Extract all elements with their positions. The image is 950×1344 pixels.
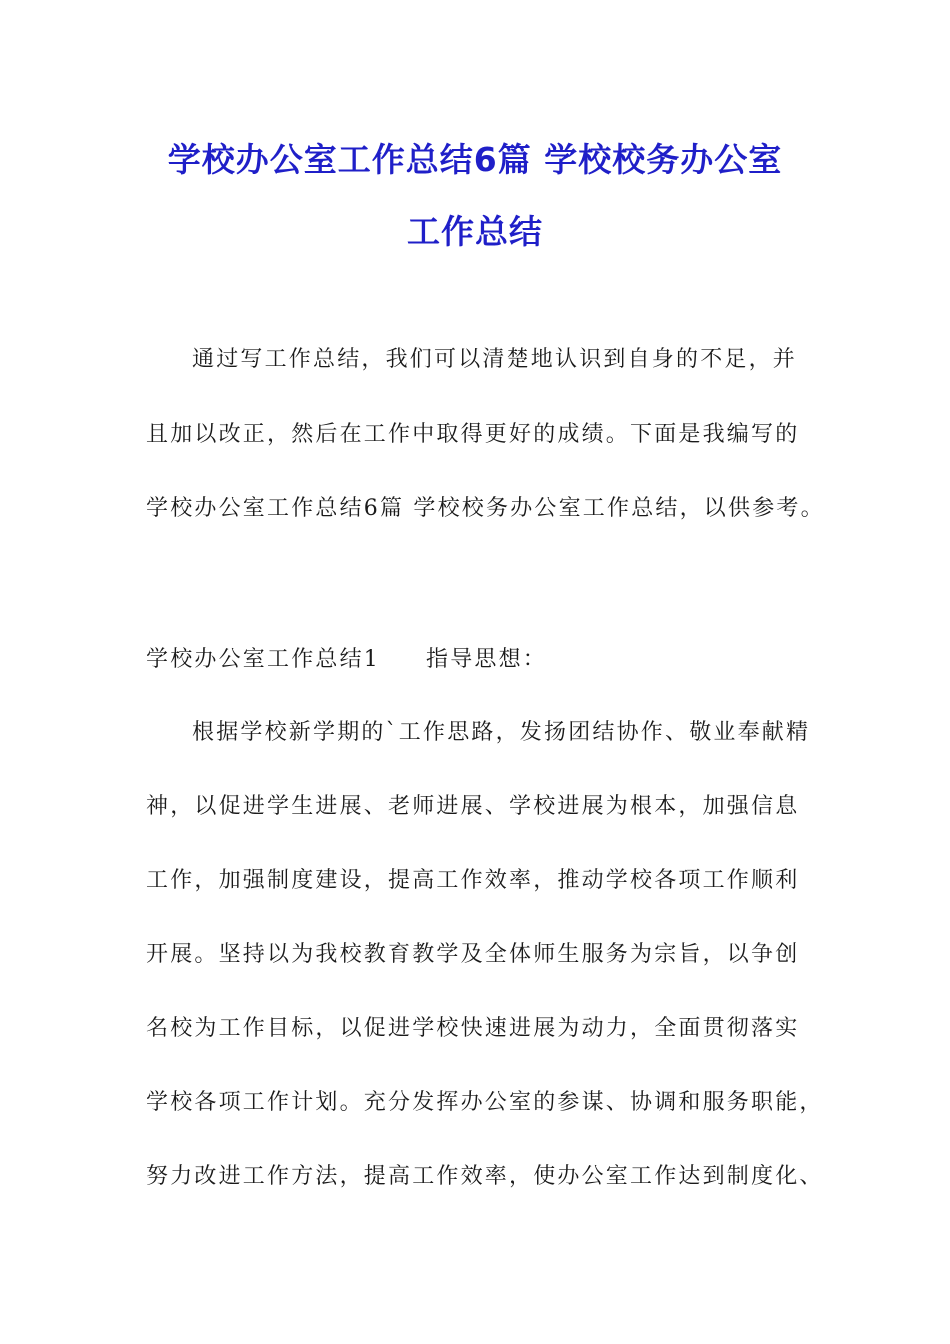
section-subheading: 指导思想： xyxy=(426,647,548,672)
section-heading xyxy=(146,645,806,675)
document-title-line-2: 工作总结 xyxy=(407,212,543,251)
intro-line-3: 学校办公室工作总结6篇 学校校务办公室工作总结，以供参考。 xyxy=(146,496,825,521)
body-line-6: 学校各项工作计划。充分发挥办公室的参谋、协调和服务职能， xyxy=(146,1090,824,1115)
intro-line-1: 通过写工作总结，我们可以清楚地认识到自身的不足，并 xyxy=(192,347,798,372)
body-line-2: 神，以促进学生进展、老师进展、学校进展为根本，加强信息 xyxy=(146,794,800,819)
body-line-7: 努力改进工作方法，提高工作效率，使办公室工作达到制度化、 xyxy=(146,1164,824,1189)
body-line-5: 名校为工作目标，以促进学校快速进展为动力，全面贯彻落实 xyxy=(146,1016,800,1041)
intro-line-2: 且加以改正，然后在工作中取得更好的成绩。下面是我编写的 xyxy=(146,422,800,447)
document-title-line-1: 学校办公室工作总结6篇 学校校务办公室 xyxy=(167,140,783,179)
body-line-4: 开展。坚持以为我校教育教学及全体师生服务为宗旨，以争创 xyxy=(146,942,800,967)
body-line-3: 工作，加强制度建设，提高工作效率，推动学校各项工作顺利 xyxy=(146,868,800,893)
section-heading-title: 学校办公室工作总结1 xyxy=(146,647,380,672)
body-line-1: 根据学校新学期的`工作思路，发扬团结协作、敬业奉献精 xyxy=(192,720,811,745)
